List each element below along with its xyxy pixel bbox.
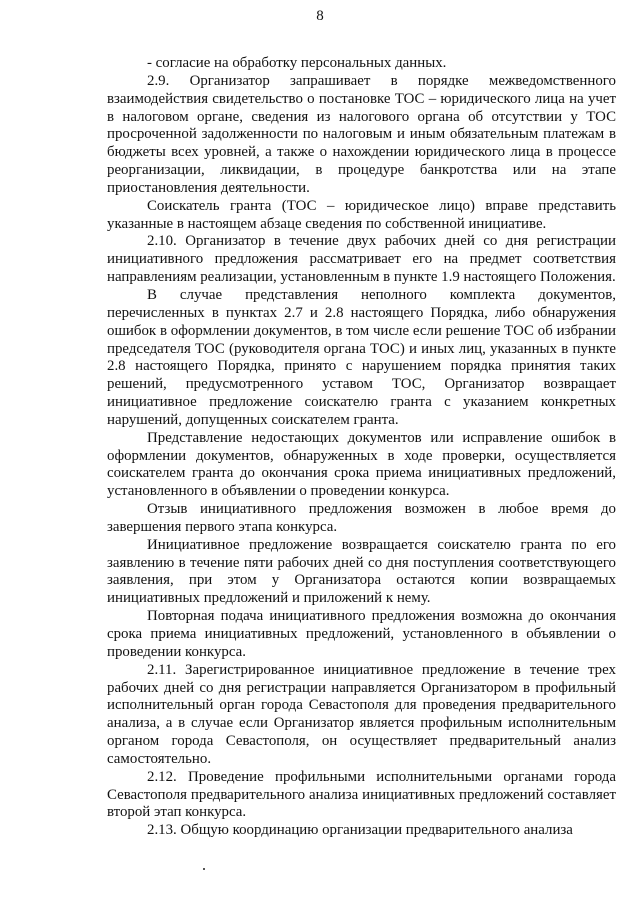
paragraph-2-10: 2.10. Организатор в течение двух рабочих дней со дня регистрации инициативного предложения рассматривает его на предмет соответствия направлениям реализации, установленным в пункте 1.9 настоящего Положения.	[107, 233, 616, 286]
paragraph-2-12: 2.12. Проведение профильными исполнительными органами города Севастополя предварительного анализа инициативных предложений составляет второй этап конкурса.	[107, 768, 616, 821]
paragraph-missing-documents: Представление недостающих документов или исправление ошибок в оформлении документов, обнаруженных в ходе проверки, осуществляется соискателем гранта до окончания срока приема инициативных предложений, установленного в объявлении о проведении конкурса.	[107, 429, 616, 500]
paragraph-2-13: 2.13. Общую координацию организации предварительного анализа	[147, 822, 573, 839]
paragraph-applicant-right: Соискатель гранта (ТОС – юридическое лицо) вправе представить указанные в настоящем абзаце сведения по собственной инициативе.	[107, 197, 616, 232]
page-number: 8	[316, 8, 324, 24]
document-body	[107, 55, 616, 840]
paragraph-incomplete-documents: В случае представления неполного комплекта документов, перечисленных в пунктах 2.7 и 2.8 настоящего Порядка, либо обнаружения ошибок в оформлении документов, в том числе если решение ТОС об избрании председателя ТОС (руководителя органа ТОС) и иных лиц, указанных в пункте 2.8 настоящего Порядка, принято с нарушением порядка принятия таких решений, предусмотренного уставом ТОС, Организатор возвращает инициативное предложение соискателю гранта с указанием конкретных нарушений, допущенных соискателем гранта.	[107, 286, 616, 428]
paragraph-return: Инициативное предложение возвращается соискателю гранта по его заявлению в течение пяти рабочих дней со дня поступления соответствующего заявления, при этом у Организатора остаются копии возвращаемых инициативных предложений и приложений к нему.	[107, 536, 616, 607]
paragraph-resubmission: Повторная подача инициативного предложения возможна до окончания срока приема инициативных предложений, установленного в объявлении о проведении конкурса.	[107, 608, 616, 660]
paragraph-consent-item: - согласие на обработку персональных данных.	[147, 55, 447, 71]
paragraph-2-9: 2.9. Организатор запрашивает в порядке межведомственного взаимодействия свидетельство о постановке ТОС – юридического лица на учет в налоговом органе, сведения из налогового органа об отсутствии у ТОС просроченной задолженности по налоговым и иным обязательным платежам в бюджеты всех уровней, а также о нахождении юридического лица в процессе реорганизации, ликвидации, в процедуре банкротства или на этапе приостановления деятельности.	[107, 72, 616, 196]
scan-dot-mark	[203, 868, 205, 870]
paragraph-2-11: 2.11. Зарегистрированное инициативное предложение в течение трех рабочих дней со дня регистрации направляется Организатором в профильный исполнительный орган города Севастополя для проведения предварительного анализа, а в случае если Организатор является профильным исполнительным органом города Севастополя, он осуществляет предварительный анализ самостоятельно.	[107, 661, 616, 767]
paragraph-withdrawal: Отзыв инициативного предложения возможен в любое время до завершения первого этапа конкурса.	[107, 501, 616, 535]
